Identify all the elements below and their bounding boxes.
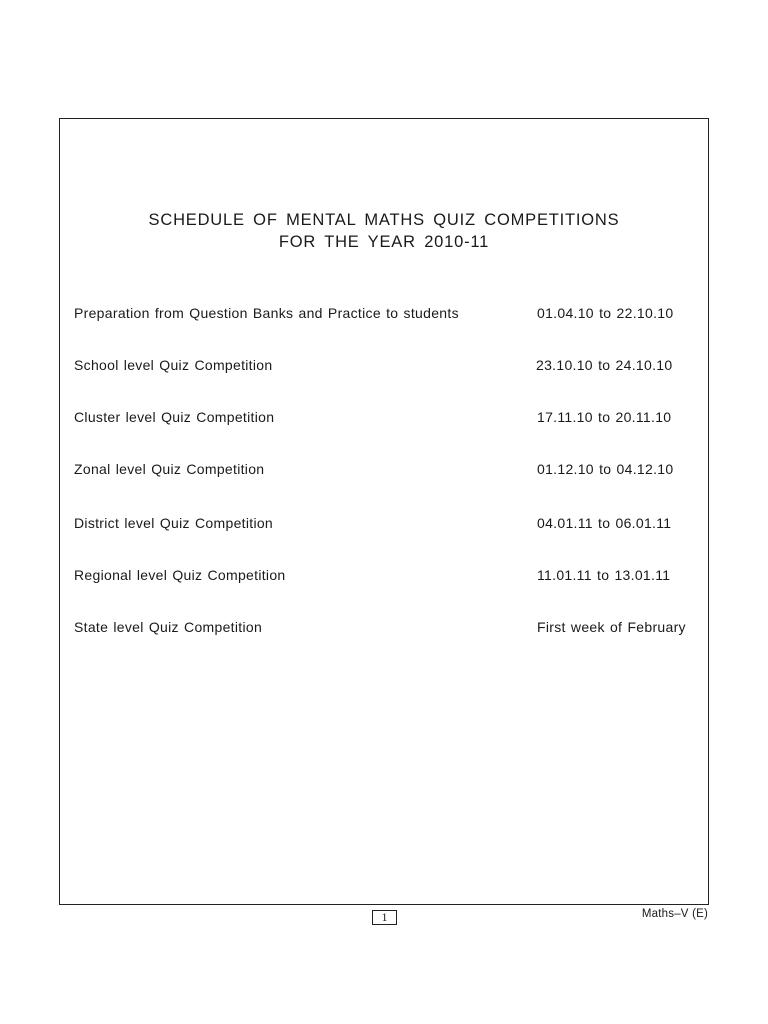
schedule-item-label: Zonal level Quiz Competition: [74, 461, 265, 477]
book-label: Maths–V (E): [641, 908, 708, 920]
schedule-row: [74, 357, 708, 377]
schedule-item-date: 01.04.10 to 22.10.10: [537, 305, 674, 321]
page-frame: [59, 118, 709, 905]
schedule-item-date: 17.11.10 to 20.11.10: [537, 409, 672, 425]
schedule-row: [74, 515, 708, 535]
document-title-line2: FOR THE YEAR 2010-11: [278, 233, 490, 251]
schedule-item-date: 04.01.11 to 06.01.11: [537, 515, 672, 531]
schedule-item-label: State level Quiz Competition: [74, 619, 263, 635]
schedule-row: [74, 409, 708, 429]
schedule-row: [74, 305, 708, 325]
schedule-item-date: First week of February: [537, 619, 686, 635]
schedule-item-label: School level Quiz Competition: [74, 357, 273, 373]
document-title-line1: SCHEDULE OF MENTAL MATHS QUIZ COMPETITIONS: [148, 211, 620, 229]
schedule-item-date: 23.10.10 to 24.10.10: [536, 357, 673, 373]
schedule-row: [74, 567, 708, 587]
schedule-item-label: Preparation from Question Banks and Practice to students: [74, 305, 459, 321]
schedule-row: [74, 461, 708, 481]
schedule-item-label: Cluster level Quiz Competition: [74, 409, 275, 425]
schedule-item-date: 01.12.10 to 04.12.10: [537, 461, 674, 477]
schedule-row: [74, 619, 708, 639]
schedule-item-label: Regional level Quiz Competition: [74, 567, 286, 583]
page-number: 1: [372, 910, 397, 925]
schedule-item-label: District level Quiz Competition: [74, 515, 274, 531]
schedule-item-date: 11.01.11 to 13.01.11: [537, 567, 671, 583]
